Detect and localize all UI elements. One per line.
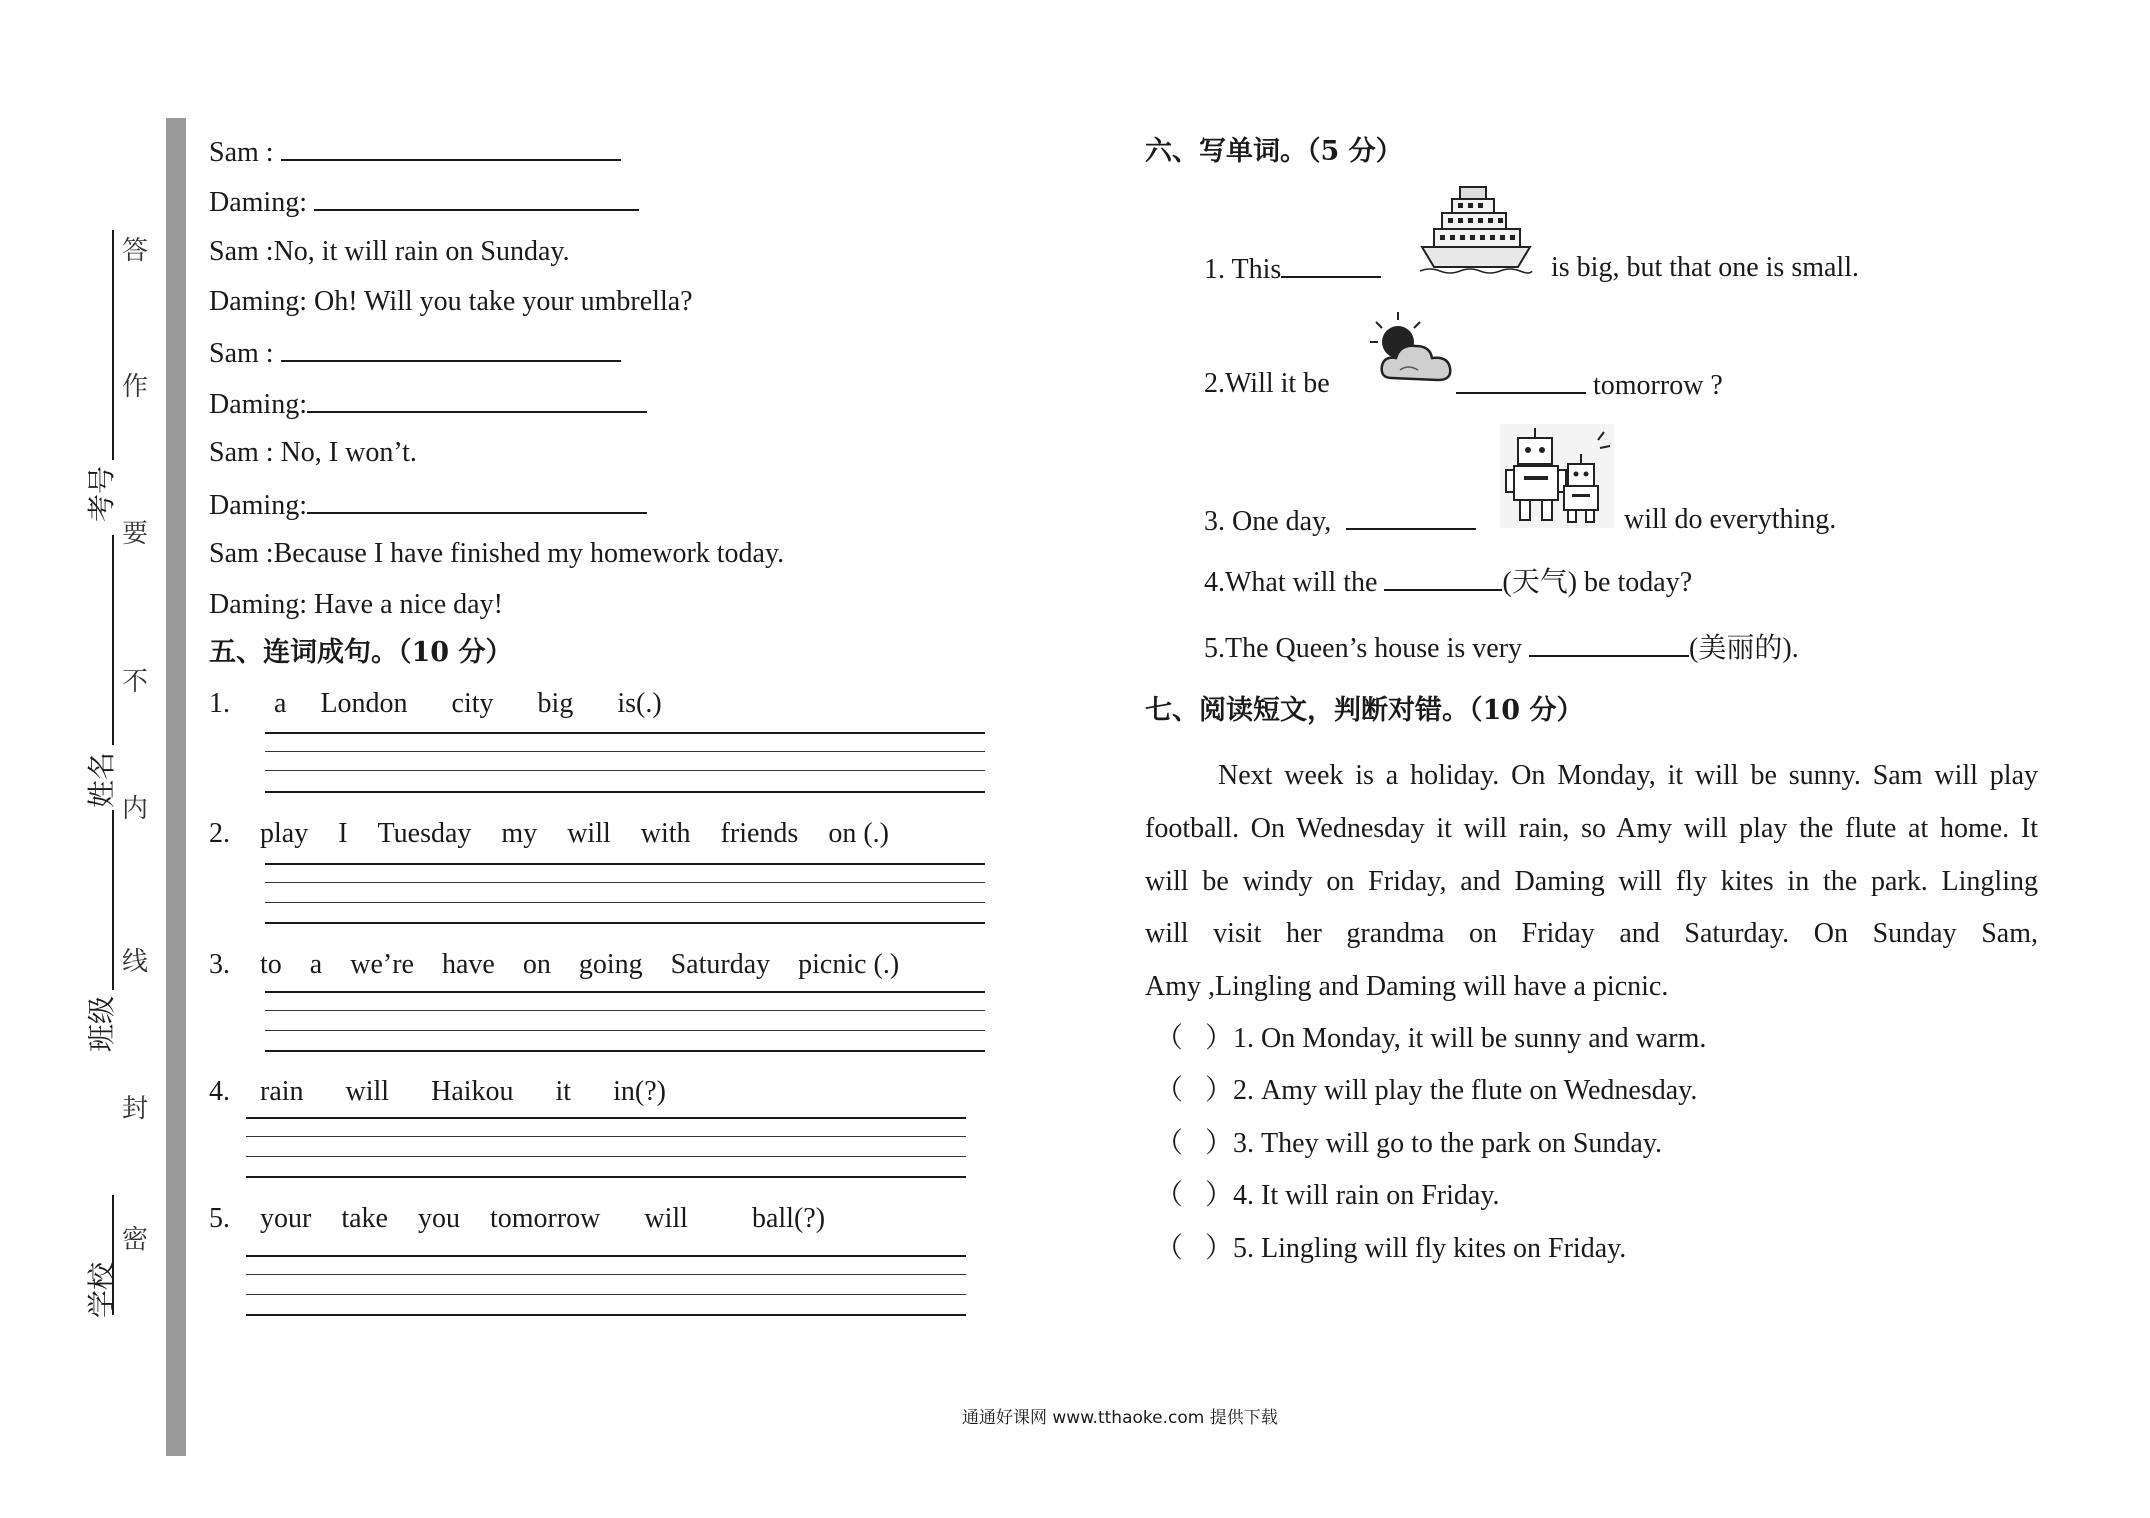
answer-blank[interactable] <box>307 389 647 413</box>
writing-line[interactable] <box>265 882 985 883</box>
margin-label-name: 姓名 <box>85 751 118 808</box>
writing-line[interactable] <box>246 1156 966 1157</box>
judge-answer-box[interactable]: （ ） <box>1155 1128 1234 1159</box>
passage-line-3: will be windy on Friday, and Daming will fly kites in the park. Lingling <box>1145 866 2038 897</box>
writing-line[interactable] <box>246 1136 966 1137</box>
judge-statement-5: （ ）5. Lingling will fly kites on Friday. <box>1155 1233 1627 1264</box>
writing-line[interactable] <box>265 1030 985 1031</box>
writing-line[interactable] <box>246 1117 966 1119</box>
scramble-number-1: 1. <box>209 688 230 719</box>
seal-char-2: 封 <box>122 1094 149 1124</box>
writing-line[interactable] <box>265 863 985 865</box>
passage-line-4: will visit her grandma on Friday and Saturday. On Sunday Sam, <box>1145 918 2038 949</box>
answer-blank[interactable] <box>1281 254 1381 278</box>
binding-margin-bar <box>166 118 186 1456</box>
word-question-2: 2.Will it be <box>1204 368 1330 399</box>
scramble-words-4: rain will Haikou it in(?) <box>260 1076 666 1107</box>
scramble-number-2: 2. <box>209 818 230 849</box>
dialogue-line-4: Daming: Oh! Will you take your umbrella? <box>209 286 693 317</box>
dialogue-line-3: Sam :No, it will rain on Sunday. <box>209 236 570 267</box>
answer-blank[interactable] <box>1529 633 1689 657</box>
page-footer: 通通好课网 www.tthaoke.com 提供下载 <box>962 1408 1278 1428</box>
robots-icon <box>1500 424 1614 528</box>
writing-line[interactable] <box>265 732 985 734</box>
writing-line[interactable] <box>265 1050 985 1052</box>
margin-line-name <box>112 535 114 745</box>
word-question-4: 4.What will the (天气) be today? <box>1204 567 1693 598</box>
scramble-words-2: play I Tuesday my will with friends on (.) <box>260 818 889 849</box>
margin-line-school <box>112 1195 114 1315</box>
seal-char-6: 要 <box>122 519 149 549</box>
writing-line[interactable] <box>246 1176 966 1178</box>
writing-line[interactable] <box>246 1274 966 1275</box>
writing-line[interactable] <box>265 902 985 903</box>
judge-statement-4: （ ）4. It will rain on Friday. <box>1155 1180 1500 1211</box>
seal-char-3: 线 <box>122 947 149 977</box>
answer-blank[interactable] <box>281 137 621 161</box>
writing-line[interactable] <box>265 770 985 771</box>
dialogue-line-1: Sam : <box>209 137 621 167</box>
judge-answer-box[interactable]: （ ） <box>1155 1233 1234 1264</box>
judge-statement-3: （ ）3. They will go to the park on Sunday. <box>1155 1128 1663 1159</box>
answer-blank[interactable] <box>1456 370 1586 394</box>
word-question-3-tail: will do everything. <box>1624 504 1837 535</box>
dialogue-line-8: Daming: <box>209 490 647 520</box>
seal-char-7: 作 <box>122 372 149 402</box>
section-6-title: 六、写单词。（5 分） <box>1145 136 1403 167</box>
dialogue-line-6: Daming: <box>209 389 647 419</box>
scramble-words-1: a London city big is(.) <box>274 688 662 719</box>
ship-icon <box>1420 185 1532 275</box>
scramble-number-5: 5. <box>209 1203 230 1234</box>
judge-statement-2: （ ）2. Amy will play the flute on Wednesday. <box>1155 1075 1698 1106</box>
scramble-number-4: 4. <box>209 1076 230 1107</box>
answer-blank[interactable] <box>314 187 639 211</box>
writing-line[interactable] <box>265 991 985 993</box>
word-question-1-tail: is big, but that one is small. <box>1551 252 1859 283</box>
passage-line-5: Amy ,Lingling and Daming will have a picnic. <box>1145 971 1669 1002</box>
writing-line[interactable] <box>265 751 985 752</box>
word-question-5: 5.The Queen’s house is very (美丽的). <box>1204 633 1799 664</box>
margin-label-class: 班级 <box>85 995 118 1052</box>
judge-answer-box[interactable]: （ ） <box>1155 1023 1234 1054</box>
dialogue-line-7: Sam : No, I won’t. <box>209 437 417 468</box>
judge-answer-box[interactable]: （ ） <box>1155 1180 1234 1211</box>
dialogue-line-10: Daming: Have a nice day! <box>209 589 503 620</box>
seal-char-4: 内 <box>122 794 149 824</box>
writing-line[interactable] <box>246 1314 966 1316</box>
word-question-3: 3. One day, <box>1204 506 1476 536</box>
cloudy-sun-icon <box>1368 310 1464 390</box>
margin-label-school: 学校 <box>85 1261 118 1318</box>
margin-label-exam-number: 考号 <box>85 465 118 522</box>
answer-blank[interactable] <box>307 490 647 514</box>
writing-line[interactable] <box>265 922 985 924</box>
section-7-title: 七、阅读短文，判断对错。（10 分） <box>1145 695 1584 726</box>
writing-line[interactable] <box>265 1010 985 1011</box>
scramble-words-3: to a we’re have on going Saturday picnic (.) <box>260 949 900 980</box>
dialogue-line-5: Sam : <box>209 338 621 368</box>
seal-char-8: 答 <box>122 236 149 266</box>
answer-blank[interactable] <box>1346 506 1476 530</box>
scramble-number-3: 3. <box>209 949 230 980</box>
judge-answer-box[interactable]: （ ） <box>1155 1075 1234 1106</box>
word-question-1: 1. This <box>1204 254 1381 284</box>
passage-line-1: Next week is a holiday. On Monday, it will be sunny. Sam will play <box>1218 760 2038 791</box>
judge-statement-1: （ ）1. On Monday, it will be sunny and warm. <box>1155 1023 1707 1054</box>
scramble-words-5: your take you tomorrow will ball(?) <box>260 1203 826 1234</box>
margin-line-class <box>112 810 114 990</box>
passage-line-2: football. On Wednesday it will rain, so Amy will play the flute at home. It <box>1145 813 2038 844</box>
writing-line[interactable] <box>246 1255 966 1257</box>
seal-char-1: 密 <box>122 1225 149 1255</box>
answer-blank[interactable] <box>281 338 621 362</box>
writing-line[interactable] <box>265 791 985 793</box>
dialogue-line-9: Sam :Because I have finished my homework today. <box>209 538 785 569</box>
word-question-2-tail: tomorrow ? <box>1456 370 1723 400</box>
answer-blank[interactable] <box>1384 567 1502 591</box>
writing-line[interactable] <box>246 1294 966 1295</box>
seal-char-5: 不 <box>122 667 149 697</box>
dialogue-line-2: Daming: <box>209 187 639 217</box>
margin-line-exam-number <box>112 230 114 460</box>
section-5-title: 五、连词成句。（10 分） <box>209 637 513 668</box>
